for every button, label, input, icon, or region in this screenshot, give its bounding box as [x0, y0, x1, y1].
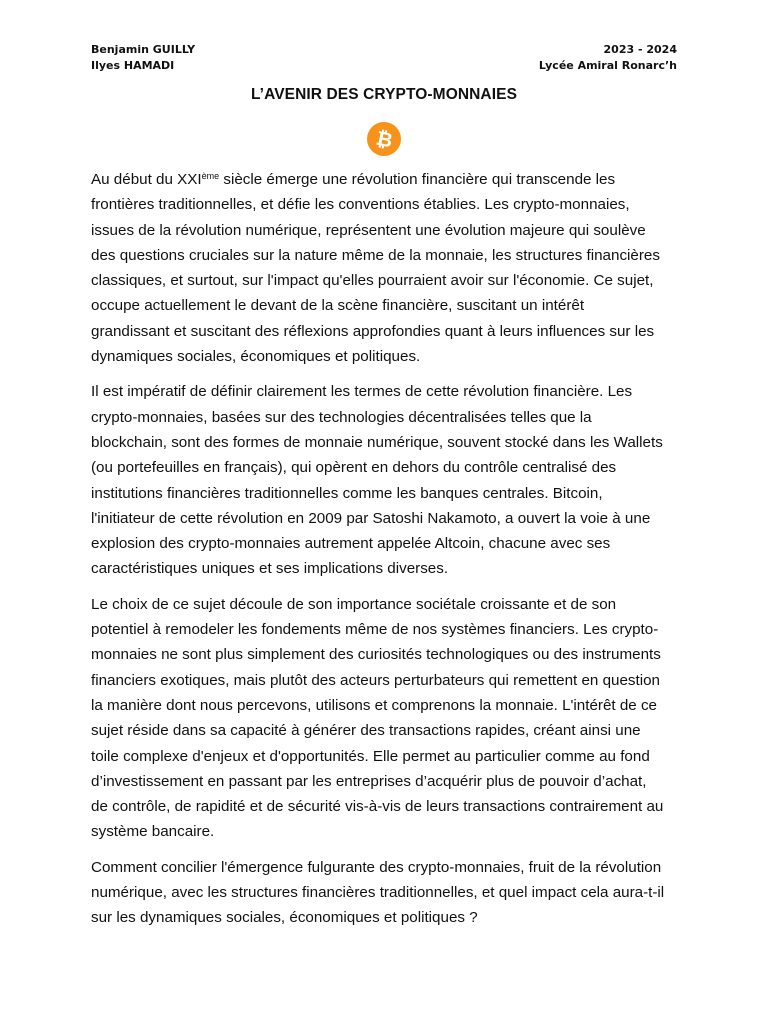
text-line: issues de la révolution numérique, représentent une évolution majeure qui soulève	[91, 221, 646, 239]
document-body	[91, 167, 681, 941]
paragraph-intro	[91, 167, 681, 369]
author-name: Ilyes HAMADI	[91, 59, 175, 72]
text-line: dynamiques sociales, économiques et politiques.	[91, 348, 421, 366]
paragraph-problem-statement	[91, 855, 681, 931]
text-line: institutions financières traditionnelles comme les banques centrales. Bitcoin,	[91, 484, 603, 502]
bitcoin-icon	[367, 122, 401, 156]
text-line: Comment concilier l'émergence fulgurante des crypto-monnaies, fruit de la révolution	[91, 858, 662, 876]
school-year: 2023 - 2024	[603, 43, 677, 56]
text-line: Au début du XXIème siècle émerge une révolution financière qui transcende les	[91, 171, 616, 188]
text-line: la manière dont nous percevons, utilisons et comprenons la monnaie. L'intérêt de ce	[91, 696, 658, 714]
text-line: crypto-monnaies, basées sur des technologies décentralisées telles que la	[91, 408, 592, 426]
text-line: de contrôle, de rapidité et de sécurité vis-à-vis de leurs transactions contrairement au	[91, 798, 664, 816]
text-line: monnaies ne sont plus simplement des curiosités technologiques ou des instruments	[91, 646, 661, 664]
text-line: toile complexe d'enjeux et d'opportunités. Elle permet au particulier comme au fond	[91, 747, 650, 765]
superscript: ème	[201, 171, 220, 181]
school-name: Lycée Amiral Ronarc’h	[538, 59, 677, 72]
page-title: L’AVENIR DES CRYPTO-MONNAIES	[250, 86, 518, 103]
paragraph-motivation	[91, 592, 681, 845]
text-line: numérique, avec les structures financières traditionnelles, et quel impact cela aura-t-il	[91, 884, 665, 902]
text-line: Le choix de ce sujet découle de son importance sociétale croissante et de son	[91, 595, 617, 613]
text-line: sujet réside dans sa capacité à générer des transactions rapides, créant ainsi une	[91, 722, 641, 740]
text-line: d’investissement en passant par les entreprises d’acquérir plus de pouvoir d’achat,	[91, 772, 647, 790]
text-line: frontières traditionnelles, et défie les conventions établies. Les crypto-monnaies,	[91, 196, 630, 214]
text-line: grandissant et suscitant des réflexions approfondies quant à leurs influences sur les	[91, 322, 655, 340]
school-info	[539, 42, 677, 74]
author-name: Benjamin GUILLY	[91, 43, 196, 56]
bitcoin-symbol: ₿	[374, 125, 395, 153]
text-line: l'initiateur de cette révolution en 2009 par Satoshi Nakamoto, a ouvert la voie à une	[91, 509, 651, 527]
text-line: financiers exotiques, mais plutôt des acteurs perturbateurs qui remettent en question	[91, 671, 661, 689]
text-line: des questions cruciales sur la nature même de la monnaie, les structures financières	[91, 246, 660, 264]
text-line: sur les dynamiques sociales, économiques et politiques ?	[91, 909, 478, 927]
text-line: blockchain, sont des formes de monnaie numérique, souvent stocké dans les Wallets	[91, 433, 663, 451]
text-line: Il est impératif de définir clairement les termes de cette révolution financière. Les	[91, 383, 633, 401]
text-line: potentiel à remodeler les fondements même de nos systèmes financiers. Les crypto-	[91, 621, 659, 639]
text-line: (ou portefeuilles en français), qui opèrent en dehors du contrôle centralisé des	[91, 459, 617, 477]
authors	[91, 42, 195, 74]
text-line: occupe actuellement le devant de la scène financière, suscitant un intérêt	[91, 297, 585, 315]
text-line: classiques, et surtout, sur l'impact qu'elles pourraient avoir sur l'économie. Ce sujet,	[91, 272, 654, 290]
text-line: caractéristiques uniques et ses implications diverses.	[91, 560, 449, 578]
text-line: explosion des crypto-monnaies autrement appelée Altcoin, chacune avec ses	[91, 535, 611, 553]
paragraph-definition	[91, 379, 681, 581]
text-line: système bancaire.	[91, 823, 215, 841]
